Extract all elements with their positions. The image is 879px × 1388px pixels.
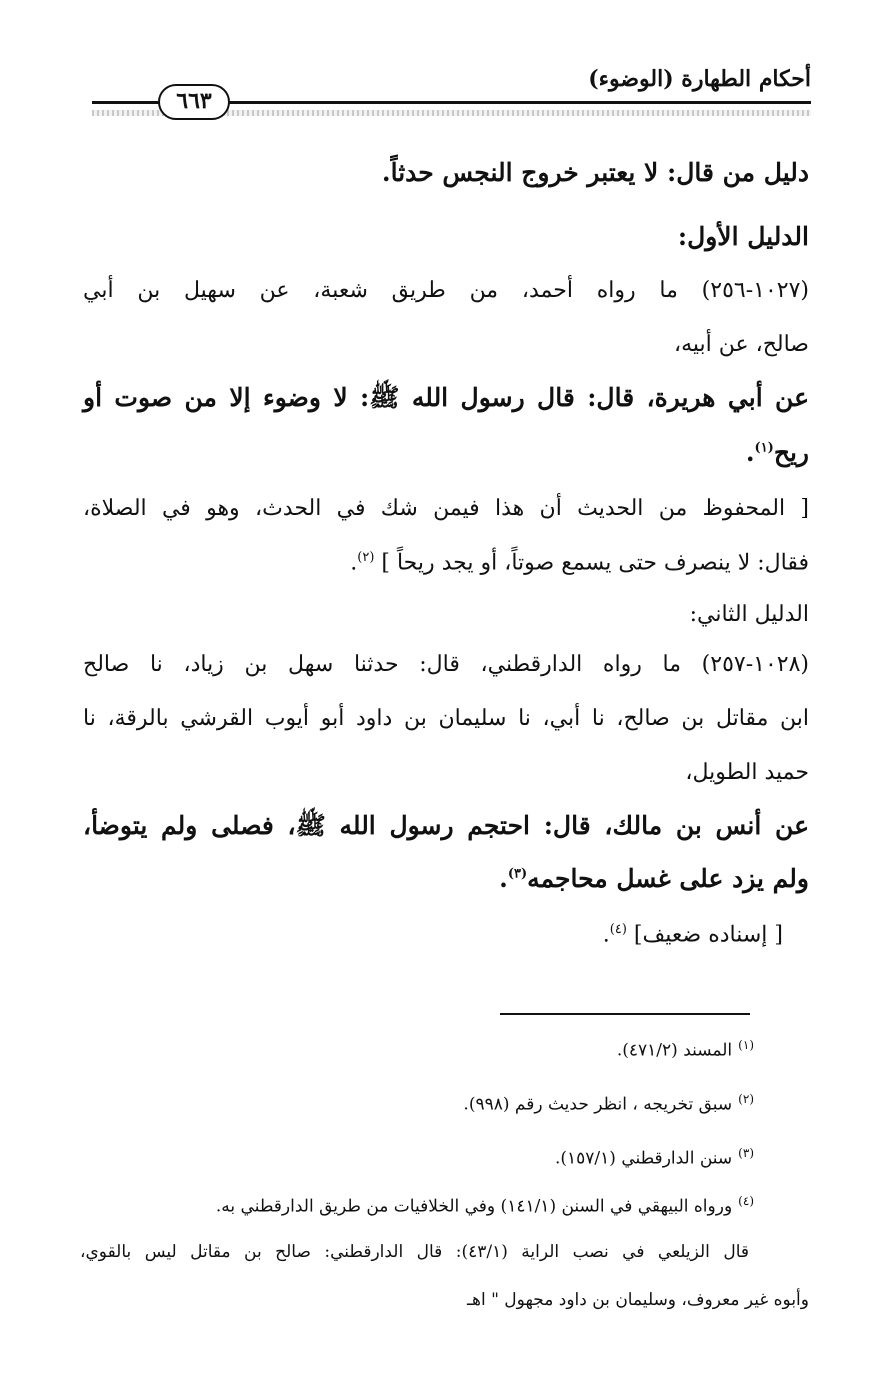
hadith-1-period: . xyxy=(745,438,755,467)
hadith-1-note-line-1: [ المحفوظ من الحديث أن هذا فيمن شك في الحدث، وهو في الصلاة، xyxy=(83,496,809,521)
footnote-4-number: (٤) xyxy=(738,1194,754,1208)
hadith-1-isnad-line-2: صالح، عن أبيه، xyxy=(673,332,809,357)
hadith-2-isnad-line-1: (١٠٢٨-٢٥٧) ما رواه الدارقطني، قال: حدثنا سهل بن زياد، نا صالح xyxy=(83,652,809,677)
hadith-2-matn-line-1: عن أنس بن مالك، قال: احتجم رسول الله ﷺ، فصلى ولم يتوضأ، xyxy=(83,811,809,840)
hadith-1-isnad-line-1: (١٠٢٧-٢٥٦) ما رواه أحمد، من طريق شعبة، عن سهيل بن أبي xyxy=(83,278,809,303)
footnote-1 xyxy=(617,1038,754,1061)
hadith-2-grade-text: [ إسناده ضعيف] xyxy=(633,922,783,948)
footnote-3 xyxy=(555,1146,754,1169)
hadith-2-isnad-line-3: حميد الطويل، xyxy=(685,760,809,785)
footnote-ref-3: (٣) xyxy=(507,866,528,882)
hadith-1-matn-line-1: عن أبي هريرة، قال: قال رسول الله ﷺ: لا وضوء إلا من صوت أو xyxy=(83,383,809,412)
running-title: أحكام الطهارة (الوضوء) xyxy=(588,66,811,92)
proof-1-title: الدليل الأول: xyxy=(677,222,809,251)
footnote-ref-1: (١) xyxy=(754,440,774,456)
page-number: ٦٦٣ xyxy=(158,84,230,120)
footnote-2-number: (٢) xyxy=(738,1092,754,1106)
hadith-1-note-line-2: فقال: لا ينصرف حتى يسمع صوتاً، أو يجد ريحاً ] $^{(٢)}$. xyxy=(350,550,809,576)
footnote-ref-4: (٤) xyxy=(609,922,627,937)
section-heading: دليل من قال: لا يعتبر خروج النجس حدثاً. xyxy=(381,158,809,187)
footnote-4-continuation-line-1: قال الزيلعي في نصب الراية (٤٣/١): قال الدارقطني: صالح بن مقاتل ليس بالقوي، xyxy=(80,1242,749,1262)
footnote-4-continuation-line-2: وأبوه غير معروف، وسليمان بن داود مجهول " اهـ xyxy=(467,1290,809,1310)
hadith-2-matn-line-2: ولم يزد على غسل محاجمه$^{(٣)}$. xyxy=(499,864,809,893)
footnote-3-number: (٣) xyxy=(738,1146,754,1160)
footnote-4-text: ورواه البيهقي في السنن (١٤١/١) وفي الخلافيات من طريق الدارقطني به. xyxy=(215,1196,733,1217)
hadith-2-matn-end: ولم يزد على غسل محاجمه xyxy=(527,864,809,893)
footnote-3-text: سنن الدارقطني (١٥٧/١). xyxy=(554,1148,733,1169)
footnote-4 xyxy=(216,1194,754,1217)
footnote-2 xyxy=(463,1092,754,1115)
footnote-1-number: (١) xyxy=(738,1038,754,1052)
hadith-2-isnad-line-2: ابن مقاتل بن صالح، نا أبي، نا سليمان بن داود أبو أيوب القرشي بالرقة، نا xyxy=(83,706,809,731)
hadith-1-note-text: فقال: لا ينصرف حتى يسمع صوتاً، أو يجد ريحاً ] xyxy=(381,550,809,576)
footnote-1-text: المسند (٤٧١/٢). xyxy=(616,1040,733,1061)
hadith-2-grade: [ إسناده ضعيف] $^{(٤)}$. xyxy=(602,922,783,948)
footnote-2-text: سبق تخريجه ، انظر حديث رقم (٩٩٨). xyxy=(463,1094,733,1115)
footnote-separator xyxy=(500,1013,750,1015)
footnote-ref-2: (٢) xyxy=(357,550,375,565)
hadith-1-matn-line-2 xyxy=(83,438,809,467)
hadith-1-matn-end-word: ريح xyxy=(773,438,809,467)
proof-2-title: الدليل الثاني: xyxy=(689,602,809,627)
